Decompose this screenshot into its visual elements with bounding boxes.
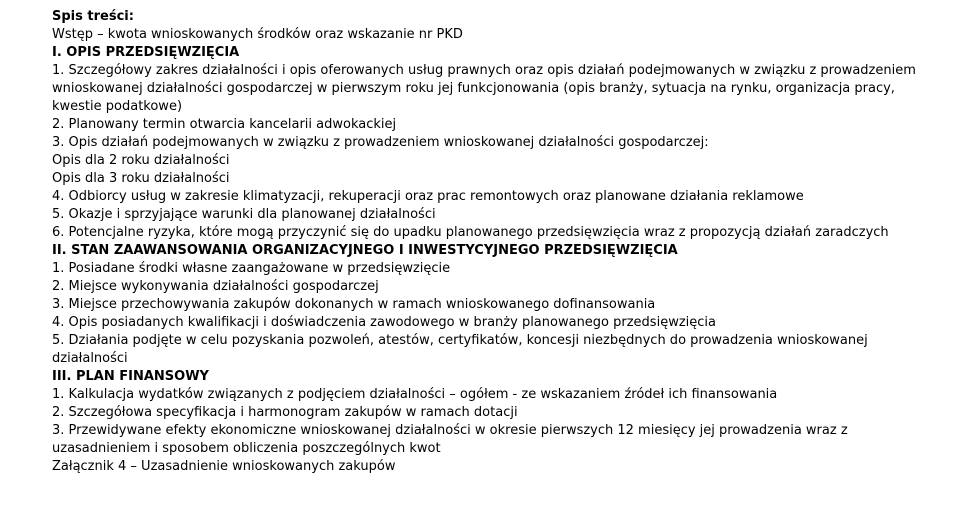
toc-item: 3. Przewidywane efekty ekonomiczne wnioskowanej działalności w okresie pierwszych 12 miesięcy jej prowadzenia wraz z uzasadnieniem i sposobem obliczenia poszczególnych kwot: [52, 423, 848, 456]
toc-item: 5. Działania podjęte w celu pozyskania pozwoleń, atestów, certyfikatów, koncesji niezbędnych do prowadzenia wnioskowanej działalności: [52, 333, 868, 366]
table-of-contents: [52, 8, 932, 476]
toc-item: Opis dla 2 roku działalności: [52, 153, 230, 168]
toc-item: 5. Okazje i sprzyjające warunki dla planowanej działalności: [52, 207, 436, 222]
toc-item: 2. Szczegółowa specyfikacja i harmonogram zakupów w ramach dotacji: [52, 405, 518, 420]
toc-item: 6. Potencjalne ryzyka, które mogą przyczynić się do upadku planowanego przedsięwzięcia wraz z propozycją działań zaradczych: [52, 225, 889, 240]
toc-item: Opis dla 3 roku działalności: [52, 171, 230, 186]
toc-item: 4. Opis posiadanych kwalifikacji i doświadczenia zawodowego w branży planowanego przedsięwzięcia: [52, 315, 716, 330]
toc-item: 1. Kalkulacja wydatków związanych z podjęciem działalności – ogółem - ze wskazaniem źródeł ich finansowania: [52, 387, 778, 402]
section-heading: I. OPIS PRZEDSIĘWZIĘCIA: [52, 45, 240, 60]
toc-item: 1. Posiadane środki własne zaangażowane w przedsięwzięcie: [52, 261, 451, 276]
section-heading: II. STAN ZAAWANSOWANIA ORGANIZACYJNEGO I INWESTYCYJNEGO PRZEDSIĘWZIĘCIA: [52, 243, 678, 258]
toc-item: 2. Miejsce wykonywania działalności gospodarczej: [52, 279, 379, 294]
toc-title: Spis treści:: [52, 9, 134, 24]
toc-item: 3. Miejsce przechowywania zakupów dokonanych w ramach wnioskowanego dofinansowania: [52, 297, 656, 312]
section-heading: III. PLAN FINANSOWY: [52, 369, 209, 384]
toc-section-3: [52, 368, 932, 458]
toc-item: 4. Odbiorcy usług w zakresie klimatyzacji, rekuperacji oraz prac remontowych oraz planowane działania reklamowe: [52, 189, 804, 204]
toc-section-1: [52, 44, 932, 242]
toc-item: 1. Szczegółowy zakres działalności i opis oferowanych usług prawnych oraz opis działań podejmowanych w związku z prowadzeniem wnioskowanej działalności gospodarczej w pierwszym roku jej funkcjonowania (opis branży, sytuacja na rynku, organizacja pracy, kwestie podatkowe): [52, 63, 916, 114]
toc-item: 3. Opis działań podejmowanych w związku z prowadzeniem wnioskowanej działalności gospodarczej:: [52, 135, 709, 150]
toc-appendix: Załącznik 4 – Uzasadnienie wnioskowanych zakupów: [52, 459, 396, 474]
toc-section-2: [52, 242, 932, 368]
toc-intro: Wstęp – kwota wnioskowanych środków oraz wskazanie nr PKD: [52, 27, 463, 42]
toc-item: 2. Planowany termin otwarcia kancelarii adwokackiej: [52, 117, 397, 132]
